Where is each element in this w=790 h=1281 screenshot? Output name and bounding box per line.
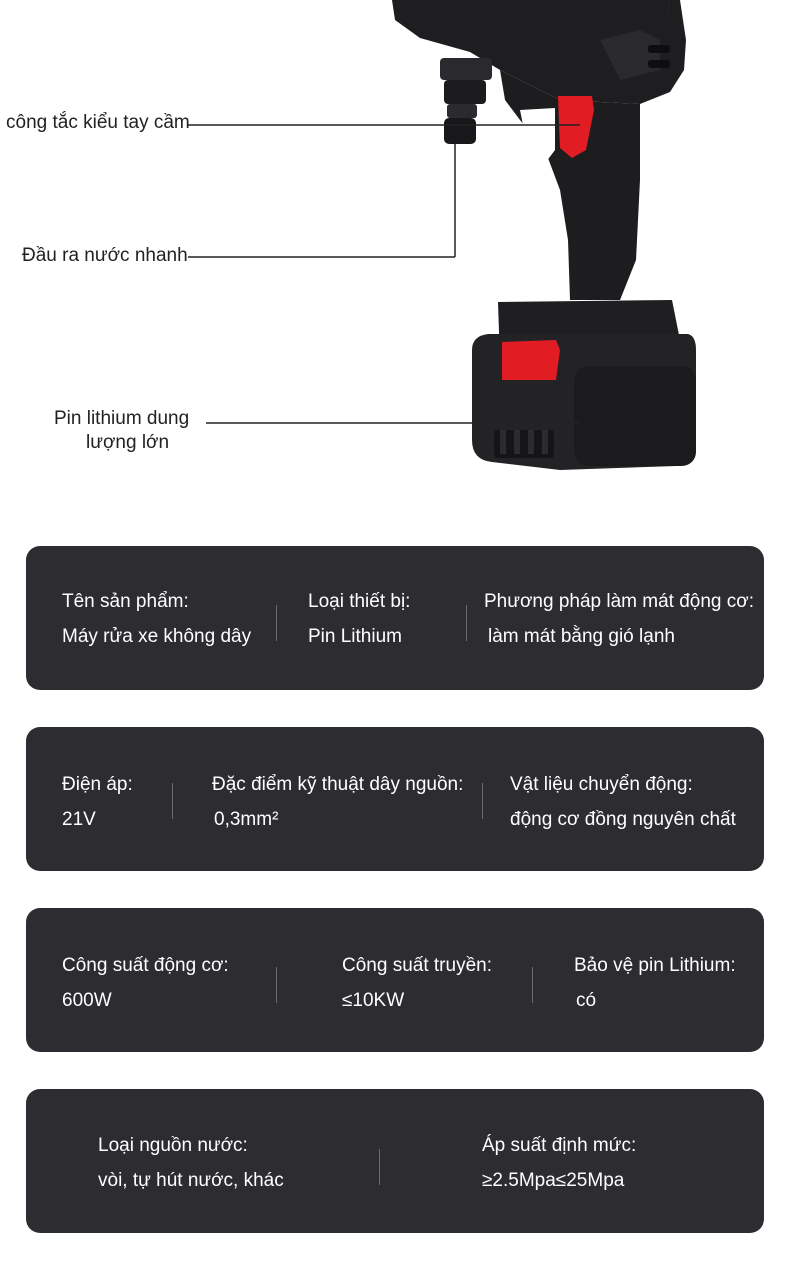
spec-value: ≤10KW [342,990,405,1011]
spec-item [62,590,251,649]
divider [172,783,173,819]
spec-value: Pin Lithium [308,626,402,647]
spec-card-2 [26,727,764,871]
spec-value: 0,3mm² [214,809,279,830]
divider [532,967,533,1003]
spec-item [62,954,229,1013]
spec-label: Công suất truyền: [342,955,492,976]
callout-trigger-label: công tắc kiểu tay cầm [6,112,190,133]
spec-label: Công suất động cơ: [62,955,229,976]
spec-label: Bảo vệ pin Lithium: [574,955,736,976]
spec-label: Đặc điểm kỹ thuật dây nguồn: [212,774,464,795]
spec-item [212,773,463,832]
callout-outlet-label: Đầu ra nước nhanh [22,245,188,266]
spec-item [308,590,410,649]
spec-item [484,590,754,649]
spec-card-4 [26,1089,764,1233]
divider [276,605,277,641]
spec-value: động cơ đồng nguyên chất [510,809,736,830]
spec-label: Vật liệu chuyển động: [510,774,693,795]
spec-card-1 [26,546,764,690]
divider [276,967,277,1003]
spec-label: Điện áp: [62,774,133,795]
divider [466,605,467,641]
callout-battery-label-line2: lượng lớn [86,432,170,453]
spec-label: Phương pháp làm mát động cơ: [484,591,755,612]
spec-item [62,773,133,832]
spec-value: làm mát bằng gió lạnh [488,626,675,647]
spec-item [482,1134,636,1193]
spec-label: Loại nguồn nước: [98,1135,248,1156]
spec-label: Tên sản phẩm: [62,591,189,612]
spec-value: Máy rửa xe không dây [62,626,252,647]
spec-item [342,954,492,1013]
spec-value: vòi, tự hút nước, khác [98,1170,284,1191]
spec-value: 21V [62,809,96,830]
divider [482,783,483,819]
spec-item [574,954,736,1013]
spec-card-3 [26,908,764,1052]
spec-value: ≥2.5Mpa≤25Mpa [482,1170,625,1191]
spec-value: có [576,990,597,1011]
callout-battery-label-line1: Pin lithium dung [54,408,190,429]
divider [379,1149,380,1185]
product-hero [0,0,790,500]
spec-value: 600W [62,990,112,1011]
spec-item [98,1134,284,1193]
spec-label: Loại thiết bị: [308,591,411,612]
spec-item [510,773,736,832]
spec-label: Áp suất định mức: [482,1135,637,1156]
